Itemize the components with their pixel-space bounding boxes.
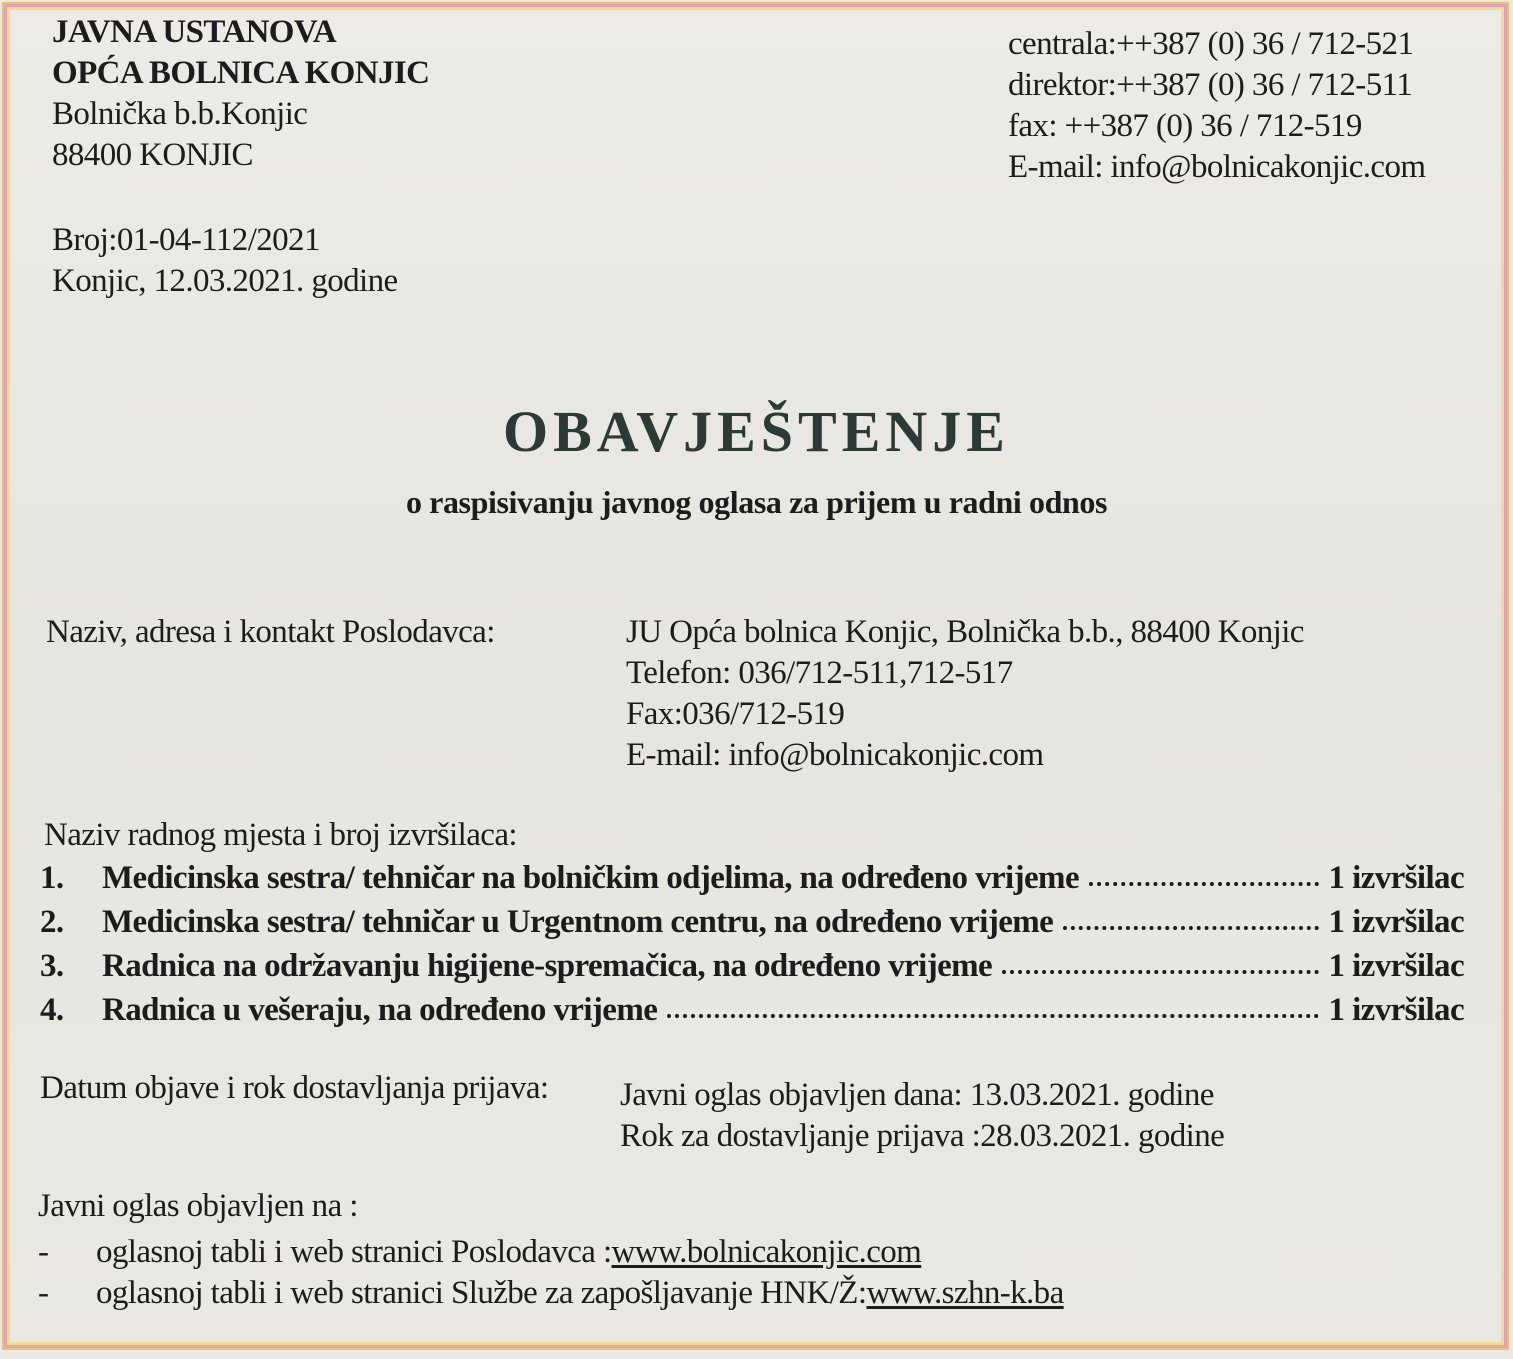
bullet-dash: - xyxy=(38,1275,49,1311)
dot-leader xyxy=(1089,858,1319,886)
publication-text: oglasnoj tabli i web stranici Poslodavca : xyxy=(96,1234,612,1270)
publication-label: Javni oglas objavljen na : xyxy=(38,1188,358,1224)
contact-fax: fax: ++387 (0) 36 / 712-519 xyxy=(1008,108,1362,144)
job-number: 1. xyxy=(40,860,64,896)
job-count: 1 izvršilac xyxy=(1328,860,1464,896)
job-number: 2. xyxy=(40,904,64,940)
job-number: 4. xyxy=(40,992,64,1028)
notice-title: OBAVJEŠTENJE xyxy=(503,399,1010,464)
dates-label: Datum objave i rok dostavljanja prijava: xyxy=(40,1070,549,1106)
reference-block xyxy=(52,220,398,302)
list-item xyxy=(40,858,1464,902)
org-street: Bolnička b.b.Konjic xyxy=(52,96,308,132)
employer-fax: Fax:036/712-519 xyxy=(626,696,845,732)
org-type: JAVNA USTANOVA xyxy=(52,14,337,50)
deadline-date: Rok za dostavljanje prijava :28.03.2021. godine xyxy=(620,1118,1225,1154)
org-city: 88400 KONJIC xyxy=(52,137,253,173)
job-count: 1 izvršilac xyxy=(1328,948,1464,984)
job-count: 1 izvršilac xyxy=(1328,992,1464,1028)
dot-leader xyxy=(1002,946,1318,974)
list-item xyxy=(40,990,1464,1034)
jobs-list xyxy=(40,858,1464,1034)
contact-central: centrala:++387 (0) 36 / 712-521 xyxy=(1008,26,1414,62)
contact-email: E-mail: info@bolnicakonjic.com xyxy=(1008,149,1426,185)
dot-leader xyxy=(1063,902,1318,930)
org-name: OPĆA BOLNICA KONJIC xyxy=(52,55,430,91)
employer-phone: Telefon: 036/712-511,712-517 xyxy=(626,655,1013,691)
job-title: Medicinska sestra/ tehničar u Urgentnom centru, na određeno vrijeme xyxy=(102,904,1054,940)
job-title: Medicinska sestra/ tehničar na bolničkim odjelima, na određeno vrijeme xyxy=(102,860,1079,896)
dot-leader xyxy=(667,990,1318,1018)
employer-website-link[interactable]: www.bolnicakonjic.com xyxy=(611,1234,922,1270)
employer-name-address: JU Opća bolnica Konjic, Bolnička b.b., 88400 Konjic xyxy=(626,614,1304,650)
job-number: 3. xyxy=(40,948,64,984)
reference-date: Konjic, 12.03.2021. godine xyxy=(52,263,398,299)
employer-label: Naziv, adresa i kontakt Poslodavca: xyxy=(46,614,495,650)
employer-details xyxy=(626,612,1304,776)
contact-director: direktor:++387 (0) 36 / 712-511 xyxy=(1008,67,1413,103)
list-item xyxy=(40,946,1464,990)
publication-list xyxy=(38,1232,1064,1314)
contact-block xyxy=(1008,24,1425,188)
employer-email: E-mail: info@bolnicakonjic.com xyxy=(626,737,1044,773)
bullet-dash: - xyxy=(38,1234,49,1270)
job-count: 1 izvršilac xyxy=(1328,904,1464,940)
published-date: Javni oglas objavljen dana: 13.03.2021. godine xyxy=(620,1077,1214,1113)
organization-block xyxy=(52,12,429,176)
employment-service-link[interactable]: www.szhn-k.ba xyxy=(866,1275,1064,1311)
list-item xyxy=(40,902,1464,946)
jobs-label: Naziv radnog mjesta i broj izvršilaca: xyxy=(44,817,517,853)
list-item xyxy=(38,1273,1064,1314)
notice-subtitle: o raspisivanju javnog oglasa za prijem u radni odnos xyxy=(405,484,1108,520)
reference-number: Broj:01-04-112/2021 xyxy=(52,222,320,258)
job-title: Radnica na održavanju higijene-spremačica, na određeno vrijeme xyxy=(102,948,993,984)
job-title: Radnica u vešeraju, na određeno vrijeme xyxy=(102,992,658,1028)
list-item xyxy=(38,1232,1064,1273)
publication-text: oglasnoj tabli i web stranici Službe za zapošljavanje HNK/Ž: xyxy=(96,1275,867,1311)
dates-details xyxy=(620,1075,1224,1157)
